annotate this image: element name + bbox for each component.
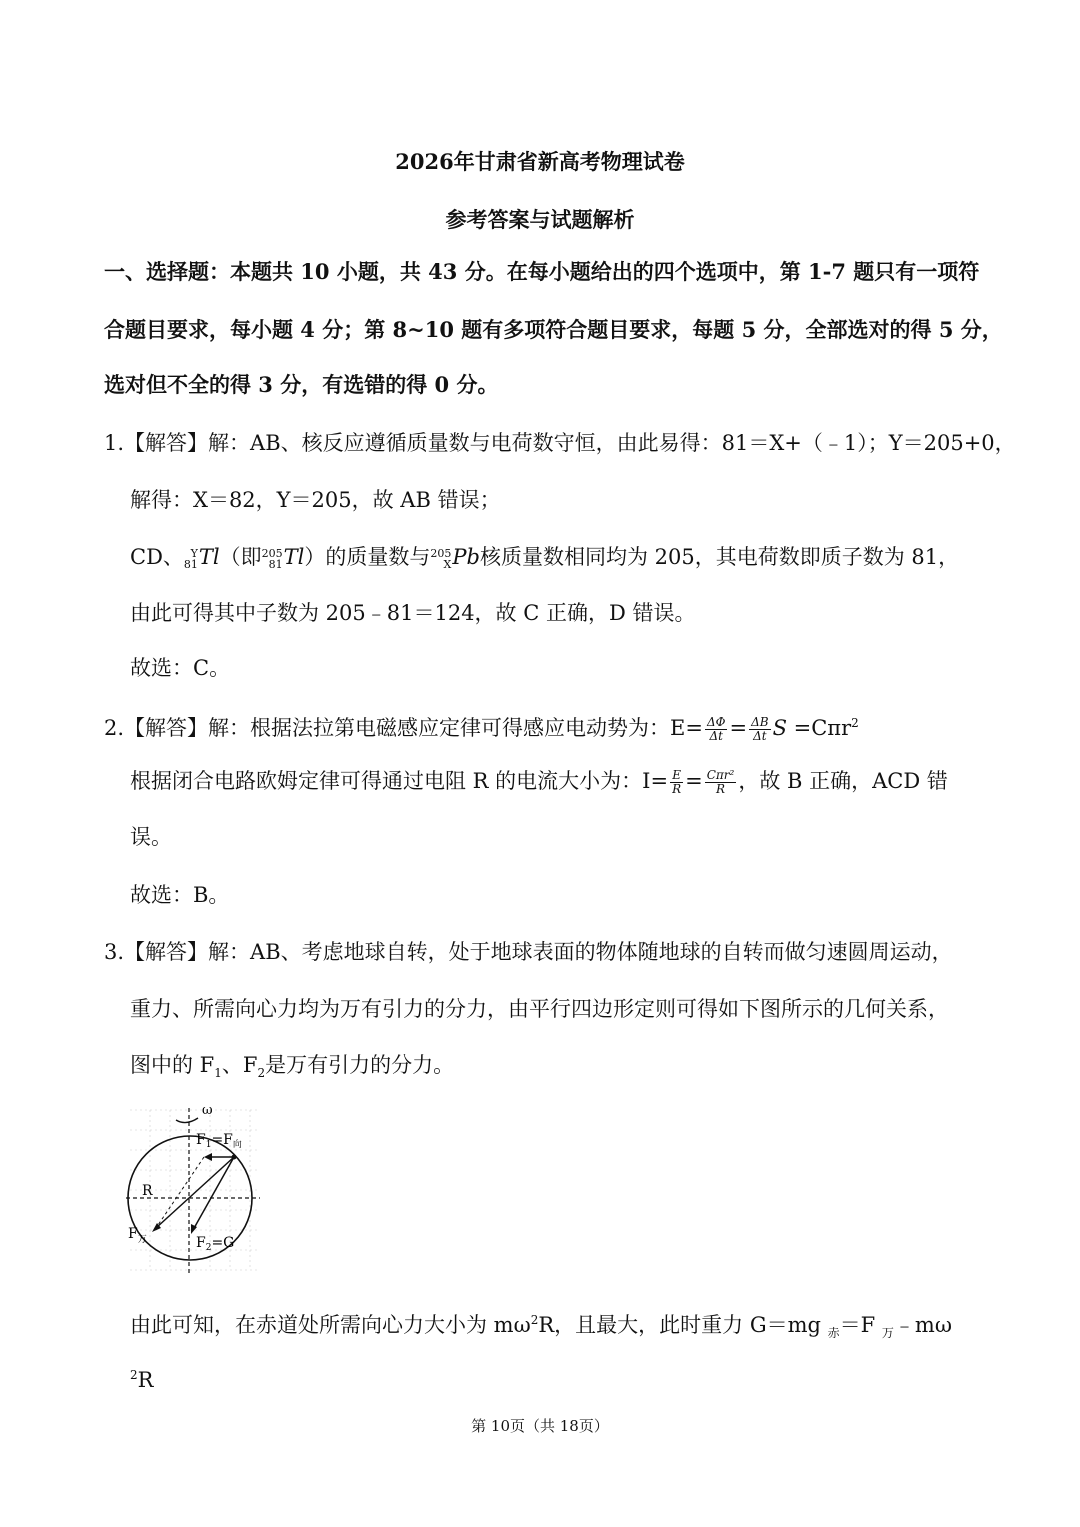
superscript: 2 bbox=[851, 716, 859, 730]
q2-area-symbol: S bbox=[772, 716, 787, 740]
subscript: 2 bbox=[257, 1066, 266, 1081]
q1-line3 bbox=[130, 542, 959, 572]
q2-line1-a: 2.【解答】解：根据法拉第电磁感应定律可得感应电动势为：E= bbox=[104, 716, 703, 740]
fraction-numerator: ΔΦ bbox=[706, 715, 726, 729]
q3-line3 bbox=[130, 1050, 454, 1088]
isotope-3-symbol: Pb bbox=[452, 545, 480, 569]
subscript: 万 bbox=[881, 1326, 894, 1341]
subscript: 赤 bbox=[827, 1326, 840, 1341]
q1-answer: 故选：C。 bbox=[130, 656, 231, 680]
isotope-1-mass: Y bbox=[190, 546, 198, 560]
q1-line1: 1.【解答】解：AB、核反应遵循质量数与电荷数守恒，由此易得：81＝X+（﹣1）；Y＝205+0， bbox=[104, 431, 1016, 455]
equals-sign: = bbox=[729, 716, 748, 740]
q2-line1 bbox=[104, 708, 859, 743]
q3-line4-c: ＝F bbox=[839, 1313, 882, 1337]
isotope-2 bbox=[262, 548, 283, 570]
isotope-1 bbox=[184, 548, 198, 570]
q2-line2-a: 根据闭合电路欧姆定律可得通过电阻 R 的电流大小为：I= bbox=[130, 769, 669, 793]
parallelogram-side bbox=[156, 1157, 204, 1228]
section-heading-line2: 合题目要求，每小题 4 分；第 8~10 题有多项符合题目要求，每题 5 分，全部选对的得 5 分， bbox=[104, 317, 1003, 342]
isotope-3 bbox=[430, 548, 451, 570]
page-title: 2026年甘肃省新高考物理试卷 bbox=[395, 149, 685, 174]
fraction-denominator: Δt bbox=[709, 729, 723, 743]
q1-line3-c: ）的质量数与 bbox=[304, 545, 431, 569]
q1-line3-b: （即 bbox=[219, 545, 262, 569]
fraction-numerator: E bbox=[670, 769, 683, 783]
radius-label: R bbox=[142, 1183, 153, 1199]
fraction-db-dt bbox=[749, 716, 770, 743]
q2-line1-c: =Cπr bbox=[786, 716, 852, 740]
q1-line2: 解得：X＝82，Y＝205，故 AB 错误； bbox=[130, 488, 501, 512]
page-subtitle: 参考答案与试题解析 bbox=[445, 207, 635, 232]
equals-sign: = bbox=[685, 769, 703, 793]
fraction-numerator: Cπr² bbox=[706, 768, 735, 782]
isotope-2-mass: 205 bbox=[261, 546, 283, 560]
page-footer: 第 10页（共 18页） bbox=[471, 1417, 609, 1435]
isotope-1-charge: 81 bbox=[183, 557, 198, 571]
q3-line4-d: ﹣mω bbox=[893, 1313, 952, 1337]
q3-line3-a: 图中的 F bbox=[130, 1053, 215, 1077]
fraction-e-r bbox=[670, 769, 683, 796]
omega-label: ω bbox=[202, 1103, 213, 1118]
q2-answer: 故选：B。 bbox=[130, 883, 230, 907]
section-heading-line1: 一、选择题：本题共 10 小题，共 43 分。在每小题给出的四个选项中，第 1-7 题只有一项符 bbox=[104, 259, 980, 284]
q3-line5-text: R bbox=[137, 1368, 154, 1392]
q3-line4-b: R，且最大，此时重力 G＝mg bbox=[538, 1313, 828, 1337]
q3-line3-b: 、F bbox=[221, 1053, 258, 1077]
fraction-numerator: ΔB bbox=[751, 715, 769, 729]
q2-line3: 误。 bbox=[130, 825, 172, 849]
q3-line4-a: 由此可知，在赤道处所需向心力大小为 mω bbox=[130, 1313, 531, 1337]
fwan-label: $F_万$ bbox=[128, 1226, 147, 1245]
q3-line3-c: 是万有引力的分力。 bbox=[265, 1053, 455, 1077]
gravitation-force-arrow bbox=[156, 1157, 234, 1228]
q1-line3-d: 核质量数相同均为 205，其电荷数即质子数为 81， bbox=[479, 545, 960, 569]
rotation-arrow-icon bbox=[176, 1118, 198, 1123]
q2-line2 bbox=[130, 766, 948, 796]
fraction-denominator: R bbox=[716, 782, 726, 796]
q3-line2: 重力、所需向心力均为万有引力的分力，由平行四边形定则可得如下图所示的几何关系， bbox=[130, 997, 949, 1021]
superscript: 2 bbox=[530, 1313, 539, 1327]
q1-line3-a: CD、 bbox=[130, 545, 184, 569]
q2-line2-b: ，故 B 正确，ACD 错 bbox=[738, 769, 948, 793]
q1-line4: 由此可得其中子数为 205﹣81＝124，故 C 正确，D 错误。 bbox=[130, 601, 696, 625]
fraction-cpir2-r bbox=[705, 769, 737, 796]
isotope-3-charge: X bbox=[443, 557, 452, 571]
f2-label: $F_2=G$ bbox=[196, 1235, 235, 1253]
fraction-denominator: Δt bbox=[753, 729, 767, 743]
force-diagram bbox=[120, 1100, 270, 1280]
isotope-3-mass: 205 bbox=[430, 546, 452, 560]
arrowhead-icon bbox=[204, 1153, 212, 1161]
isotope-1-symbol: Tl bbox=[198, 545, 220, 569]
gravity-force-arrow bbox=[193, 1157, 234, 1230]
q3-line4 bbox=[130, 1305, 952, 1348]
isotope-2-symbol: Tl bbox=[283, 545, 305, 569]
fraction-dphi-dt bbox=[705, 716, 728, 743]
f1-label: $F_1=F_向$ bbox=[196, 1132, 242, 1150]
q3-line1: 3.【解答】解：AB、考虑地球自转，处于地球表面的物体随地球的自转而做匀速圆周运动， bbox=[104, 940, 953, 964]
isotope-2-charge: 81 bbox=[268, 557, 283, 571]
section-heading-line3: 选对但不全的得 3 分，有选错的得 0 分。 bbox=[104, 372, 499, 397]
q3-line5 bbox=[130, 1360, 153, 1395]
subscript: 1 bbox=[214, 1066, 222, 1081]
superscript: 2 bbox=[130, 1368, 138, 1382]
fraction-denominator: R bbox=[672, 782, 682, 796]
